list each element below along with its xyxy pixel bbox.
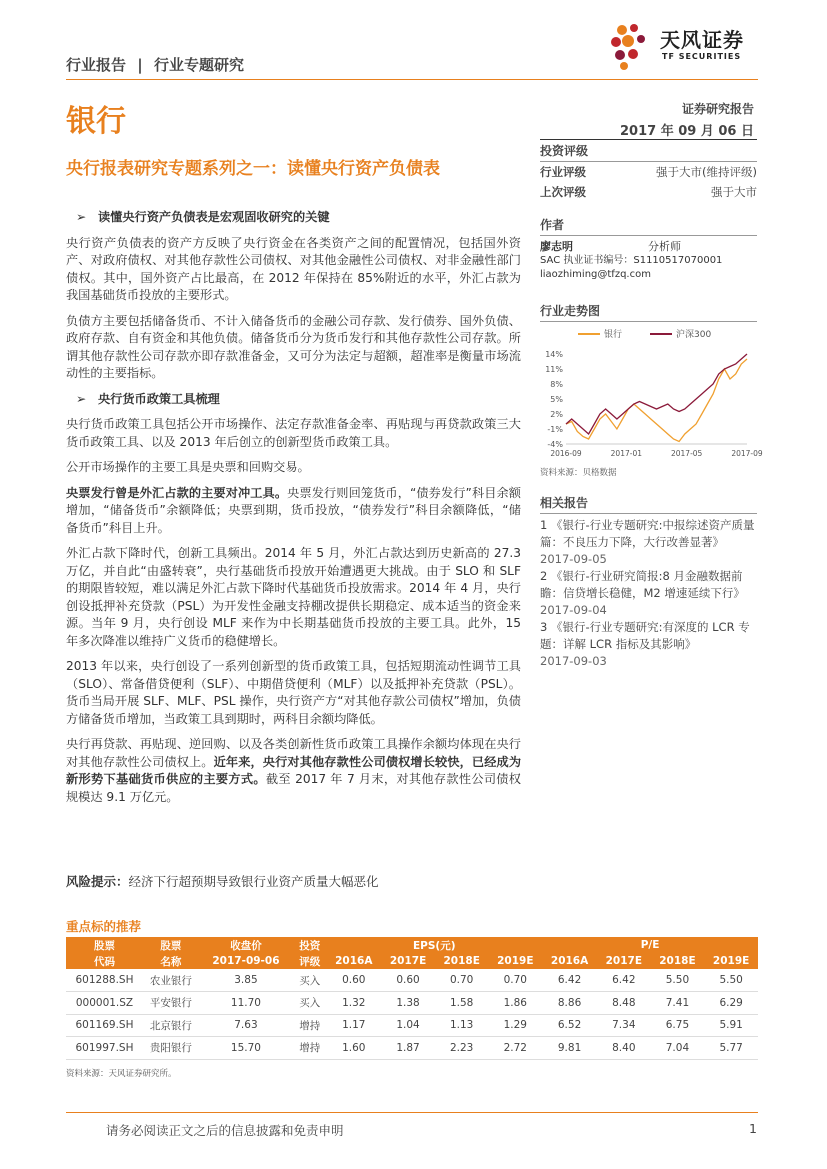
paragraph-7: 2013 年以来，央行创设了一系列创新型的货币政策工具，包括短期流动性调节工具（SLO）、常备借贷便利（SLF）、中期借贷便利（MLF）以及抵押补充贷款（PSL）。货币当局开展 SLF、MLF、PSL 操作，央行资产方“对其他存款公司债权”增加，负债方储备货币增加，当政策工具到期时，两科目余额均降低。 — [66, 659, 521, 726]
table-source: 资料来源：天风证券研究所。 — [66, 1069, 177, 1079]
table-row: 601288.SH 农业银行 3.85 买入 0.60 0.60 0.70 0.70 6.42 6.42 5.50 5.50 — [66, 969, 758, 992]
paragraph-4: 公开市场操作的主要工具是央票和回购交易。 — [66, 460, 310, 474]
col-code-header: 股票 — [66, 937, 143, 953]
y-tick-label: 8% — [550, 380, 563, 389]
company-logo — [608, 22, 768, 74]
table-title: 重点标的推荐 — [66, 919, 142, 934]
author-name: 廖志明 — [540, 240, 573, 253]
table-row: 601997.SH 贵阳银行 15.70 增持 1.60 1.87 2.23 2.72 9.81 8.40 7.04 5.77 — [66, 1037, 758, 1060]
author-title: 分析师 — [648, 240, 681, 253]
y-tick-label: 2% — [550, 410, 563, 419]
report-type: 证券研究报告 — [681, 102, 754, 116]
series-line — [566, 354, 747, 434]
x-tick-label: 2017-09 — [731, 449, 763, 458]
related-reports — [540, 517, 757, 670]
logo-text-cn: 天风证券 — [660, 28, 744, 52]
col-rating-header: 投资 — [293, 937, 326, 953]
y-tick-label: 14% — [545, 350, 563, 359]
body-column — [66, 209, 521, 814]
footer-disclaimer: 请务必阅读正文之后的信息披露和免责申明 — [106, 1123, 344, 1138]
paragraph-2: 负债方主要包括储备货币、不计入储备货币的金融公司存款、发行债券、国外负债、政府存款、自有资金和其他负债。储备货币分为货币发行和其他存款性公司存款。所谓其他存款性公司存款亦即存款准备金，又可分为法定与超额，超准率是衡量市场流动性的主要指标。 — [66, 313, 521, 380]
col-name-header: 股票 — [143, 937, 199, 953]
breadcrumb — [66, 54, 244, 75]
rating-heading: 投资评级 — [540, 144, 589, 158]
risk-warning: 风险提示：经济下行超预期导致银行业资产质量大幅恶化 — [66, 874, 379, 889]
page-number: 1 — [749, 1121, 757, 1136]
series-line — [566, 359, 747, 442]
x-tick-label: 2017-01 — [610, 449, 643, 458]
paragraph-3: 央行货币政策工具包括公开市场操作、法定存款准备金率、再贴现与再贷款政策三大货币政策工具、以及 2013 年后创立的创新型货币政策工具。 — [66, 417, 521, 449]
paragraph-6: 外汇占款下降时代，创新工具频出。2014 年 5 月，外汇占款达到历史新高的 27.3 万亿，并自此“由盛转衰”，央行基础货币投放开始遭遇更大挑战。由于 SLO 和 SLF 的期限皆较短，难以满足外汇占款下降时代基础货币投放需求。2014 年 4 月，央行创设抵押补充贷款（PSL）为开发性金融支持棚改提供长期稳定、成本适当的资金来源。当年 9 月，央行创设 MLF 来作为中长期基础货币投放的主要工具。此外，15 年多次降准以维持广义货币的稳健增长。 — [66, 546, 521, 648]
col-eps-header: EPS(元) — [326, 937, 542, 953]
legend-label: 银行 — [604, 330, 623, 340]
y-tick-label: 5% — [550, 395, 563, 404]
author-cert: SAC 执业证书编号：S1110517070001 — [540, 255, 723, 266]
y-tick-label: 11% — [545, 365, 563, 374]
table-row: 601169.SH 北京银行 7.63 增持 1.17 1.04 1.13 1.29 6.52 7.34 6.75 5.91 — [66, 1014, 758, 1037]
section-heading-1: ➢ 读懂央行资产负债表是宏观固收研究的关键 — [66, 209, 521, 227]
y-tick-label: -4% — [547, 440, 563, 449]
author-block — [540, 240, 757, 282]
logo-text-en: TF SECURITIES — [662, 52, 742, 61]
footer-divider — [66, 1112, 758, 1113]
report-title: 央行报表研究专题系列之一：读懂央行资产负债表 — [66, 159, 440, 179]
industry-title: 银行 — [66, 104, 126, 139]
sidebar — [540, 139, 763, 670]
report-date: 2017 年 09 月 06 日 — [620, 124, 754, 139]
trend-heading: 行业走势图 — [540, 304, 601, 318]
arrow-icon: ➢ — [76, 210, 87, 224]
previous-rating: 上次评级 强于大市 — [540, 185, 757, 199]
arrow-icon: ➢ — [76, 391, 87, 406]
industry-rating: 行业评级 强于大市(维持评级) — [540, 165, 757, 179]
paragraph-1: 央行资产负债表的资产方反映了央行资金在各类资产之间的配置情况，包括国外资产、对政府债权、对其他存款性公司债权、对其他金融性公司债权、对非金融性部门债权。其中，国外资产占比最高，在 2012 年保持在 85%附近的水平，外汇占款为我国基础货币投放的主要形式。 — [66, 235, 521, 302]
chart-source: 资料来源：贝格数据 — [540, 468, 617, 478]
industry-trend-chart — [540, 324, 763, 464]
paragraph-5: 央票发行曾是外汇占款的主要对冲工具。央票发行则回笼货币，“债券发行”科目余额增加，“储备货币”余额降低；央票到期，货币投放，“债券发行”科目余额降低，“储备货币”科目上升。 — [66, 485, 521, 535]
author-email: liaozhiming@tfzq.com — [540, 269, 651, 280]
table-row: 000001.SZ 平安银行 11.70 买入 1.32 1.38 1.58 1.86 8.86 8.48 7.41 6.29 — [66, 992, 758, 1015]
y-tick-label: -1% — [547, 425, 563, 434]
author-heading: 作者 — [540, 218, 565, 232]
section-heading-2: ➢ 央行货币政策工具梳理 — [66, 391, 521, 409]
breadcrumb-report: 行业报告 — [66, 56, 127, 74]
related-report[interactable]: 2 《银行-行业研究简报:8 月金融数据前瞻：信贷增长稳健，M2 增速延续下行》 2017-09-04 — [540, 569, 745, 617]
paragraph-8: 央行再贷款、再贴现、逆回购、以及各类创新性货币政策工具操作余额均体现在央行对其他存款性公司债权上。近年来，央行对其他存款性公司债权增长较快，已经成为新形势下基础货币供应的主要方式。截至 2017 年 7 月末，对其他存款性公司债权规模达 9.1 万亿元。 — [66, 737, 522, 804]
header-divider — [66, 79, 758, 80]
x-tick-label: 2017-05 — [670, 449, 703, 458]
col-pe-header: P/E — [542, 937, 758, 953]
recommendation-table: 股票 股票 收盘价 投资 EPS(元) P/E 代码 名称 2017-09-06 评级 2016A 2017E 2018E 2019E 2016A 2017E 2018E 2019E 601288.SH 农业银行 3.85 买入 0.60 0.60 0.70 0.70 6.42 6.42 5.50 5.50 000001.SZ 平安银行 11.70 买入 1.32 1.38 1.58 1.86 8.86 8.48 7.41 6.29 601169.SH 北京银行 7.63 增持 1.17 1.04 1.13 1.29 6.52 7.34 6.75 5.91 601997.SH 贵阳银行 15.70 增持 1.60 1.87 2.23 2.72 9.81 8.40 7.04 5.77 — [66, 937, 758, 1060]
related-heading: 相关报告 — [540, 496, 589, 510]
x-tick-label: 2016-09 — [550, 449, 582, 458]
related-report[interactable]: 3 《银行-行业专题研究:有深度的 LCR 专题：详解 LCR 指标及其影响》 2017-09-03 — [540, 620, 750, 668]
col-price-header: 收盘价 — [199, 937, 293, 953]
breadcrumb-type: 行业专题研究 — [153, 56, 244, 74]
legend-label: 沪深300 — [676, 330, 712, 340]
related-report[interactable]: 1 《银行-行业专题研究:中报综述资产质量篇：不良压力下降，大行改善显著》 2017-09-05 — [540, 518, 755, 566]
logo-mark-icon — [608, 22, 658, 72]
breadcrumb-separator: | — [137, 56, 143, 74]
